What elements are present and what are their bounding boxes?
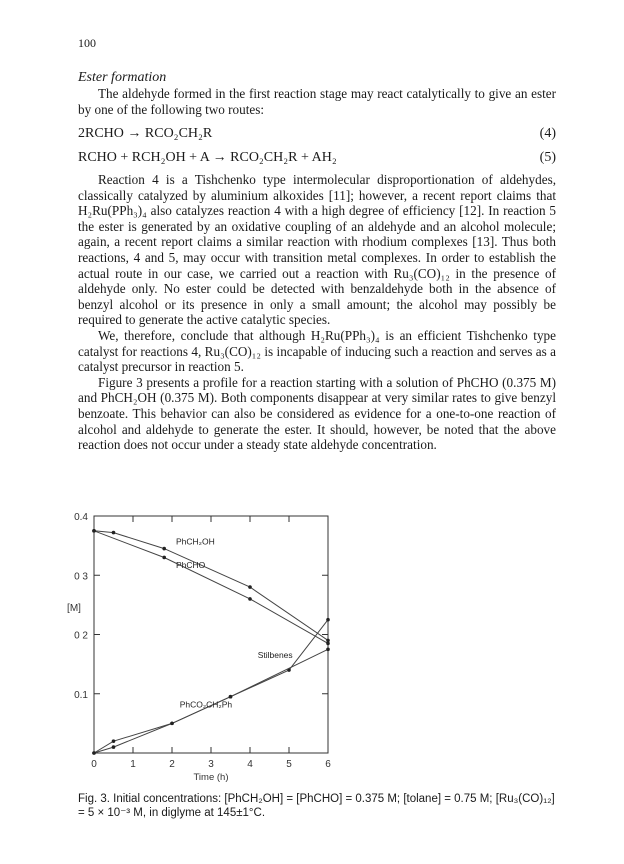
data-point bbox=[112, 531, 116, 535]
y-tick-label: 0.4 bbox=[74, 512, 88, 523]
y-tick-label: 0 2 bbox=[74, 630, 88, 642]
data-point bbox=[229, 695, 233, 699]
data-point bbox=[326, 648, 330, 652]
series-label: PhCHO bbox=[176, 560, 206, 571]
section-title: Ester formation bbox=[78, 70, 167, 85]
data-point bbox=[170, 722, 174, 726]
x-tick-label: 1 bbox=[130, 759, 136, 770]
equation-5-number: (5) bbox=[539, 150, 556, 165]
paragraph-figure-3: Figure 3 presents a profile for a reaction starting with a solution of PhCHO (0.375 M) and PhCH₂OH (0.375 M). Both components disappear at very similar rates to give benzyl benzoate. This behavior can also be considered as evidence for a one-to-one reaction of alcohol and aldehyde to generate the ester. It should, however, be noted that the above reaction does not occur under a steady state aldehyde concentration. bbox=[78, 374, 556, 453]
data-point bbox=[248, 597, 252, 601]
data-point bbox=[92, 529, 96, 533]
series-label: Stilbenes bbox=[257, 650, 293, 661]
figure-3 bbox=[56, 488, 376, 782]
equation-4-text: 2RCHO → RCO₂CH₂R bbox=[78, 126, 213, 141]
data-point bbox=[112, 745, 116, 749]
y-axis-label: [M] bbox=[67, 602, 81, 614]
plot-frame bbox=[94, 516, 328, 753]
figure-caption: Fig. 3. Initial concentrations: [PhCH₂OH] = [PhCHO] = 0.375 M; [tolane] = 0.75 M; [Ru₃(CO)₁₂] = 5 × 10⁻³ M, in diglyme at 145±1°C. bbox=[78, 793, 555, 819]
x-tick-label: 4 bbox=[247, 759, 253, 770]
equation-5-text: RCHO + RCH₂OH + A → RCO₂CH₂R + AH₂ bbox=[78, 150, 337, 165]
figure-3-chart bbox=[56, 488, 376, 782]
intro-paragraph: The aldehyde formed in the first reaction stage may react catalytically to give an ester by one of the following two routes: bbox=[78, 86, 556, 117]
page-number: 100 bbox=[78, 36, 96, 50]
x-tick-label: 3 bbox=[208, 759, 214, 770]
body-text bbox=[78, 172, 556, 453]
paragraph-reaction-routes: Reaction 4 is a Tishchenko type intermolecular disproportionation of aldehydes, classically catalyzed by aluminium alkoxides [11]; however, a recent report claims that H₂Ru(PPh₃)₄ also catalyzes reaction 4 with a high degree of efficiency [12]. In reaction 5 the ester is generated by an oxidative coupling of an aldehyde and an alcohol molecule; again, a recent report claims a similar reaction with rhodium complexes [13]. Thus both reactions, 4 and 5, may occur with transition metal complexes. In order to establish the actual route in our case, we carried out a reaction with Ru₃(CO)₁₂ in the presence of aldehyde only. No ester could be detected with benzaldehyde both in the absence of benzyl alcohol or its presence in only a small amount; the alcohol may possibly be required to generate the active catalytic species. bbox=[78, 172, 556, 328]
data-point bbox=[248, 585, 252, 589]
x-axis-label: Time (h) bbox=[193, 772, 229, 782]
x-tick-label: 6 bbox=[325, 759, 331, 770]
series-line bbox=[94, 531, 328, 644]
equation-4 bbox=[78, 126, 556, 142]
series-line bbox=[94, 531, 328, 641]
x-tick-label: 5 bbox=[286, 759, 292, 770]
x-tick-label: 0 bbox=[91, 759, 97, 770]
series-label: PhCO₂CH₂Ph bbox=[179, 699, 233, 710]
paragraph-conclusion: We, therefore, conclude that although H₂Ru(PPh₃)₄ is an efficient Tishchenko type catalyst for reactions 4, Ru₃(CO)₁₂ is incapable of inducing such a reaction and serves as a catalyst precursor in reaction 5. bbox=[78, 327, 556, 375]
series-label: PhCH₂OH bbox=[176, 536, 215, 547]
series-line bbox=[94, 620, 328, 753]
equation-4-number: (4) bbox=[539, 126, 556, 141]
x-tick-label: 2 bbox=[169, 759, 175, 770]
data-point bbox=[92, 751, 96, 755]
data-point bbox=[326, 642, 330, 646]
y-tick-label: 0.1 bbox=[74, 689, 88, 701]
data-point bbox=[112, 739, 116, 743]
data-point bbox=[162, 547, 166, 551]
data-point bbox=[326, 618, 330, 622]
y-tick-label: 0 3 bbox=[74, 571, 88, 583]
data-point bbox=[162, 556, 166, 560]
equation-5 bbox=[78, 150, 556, 166]
